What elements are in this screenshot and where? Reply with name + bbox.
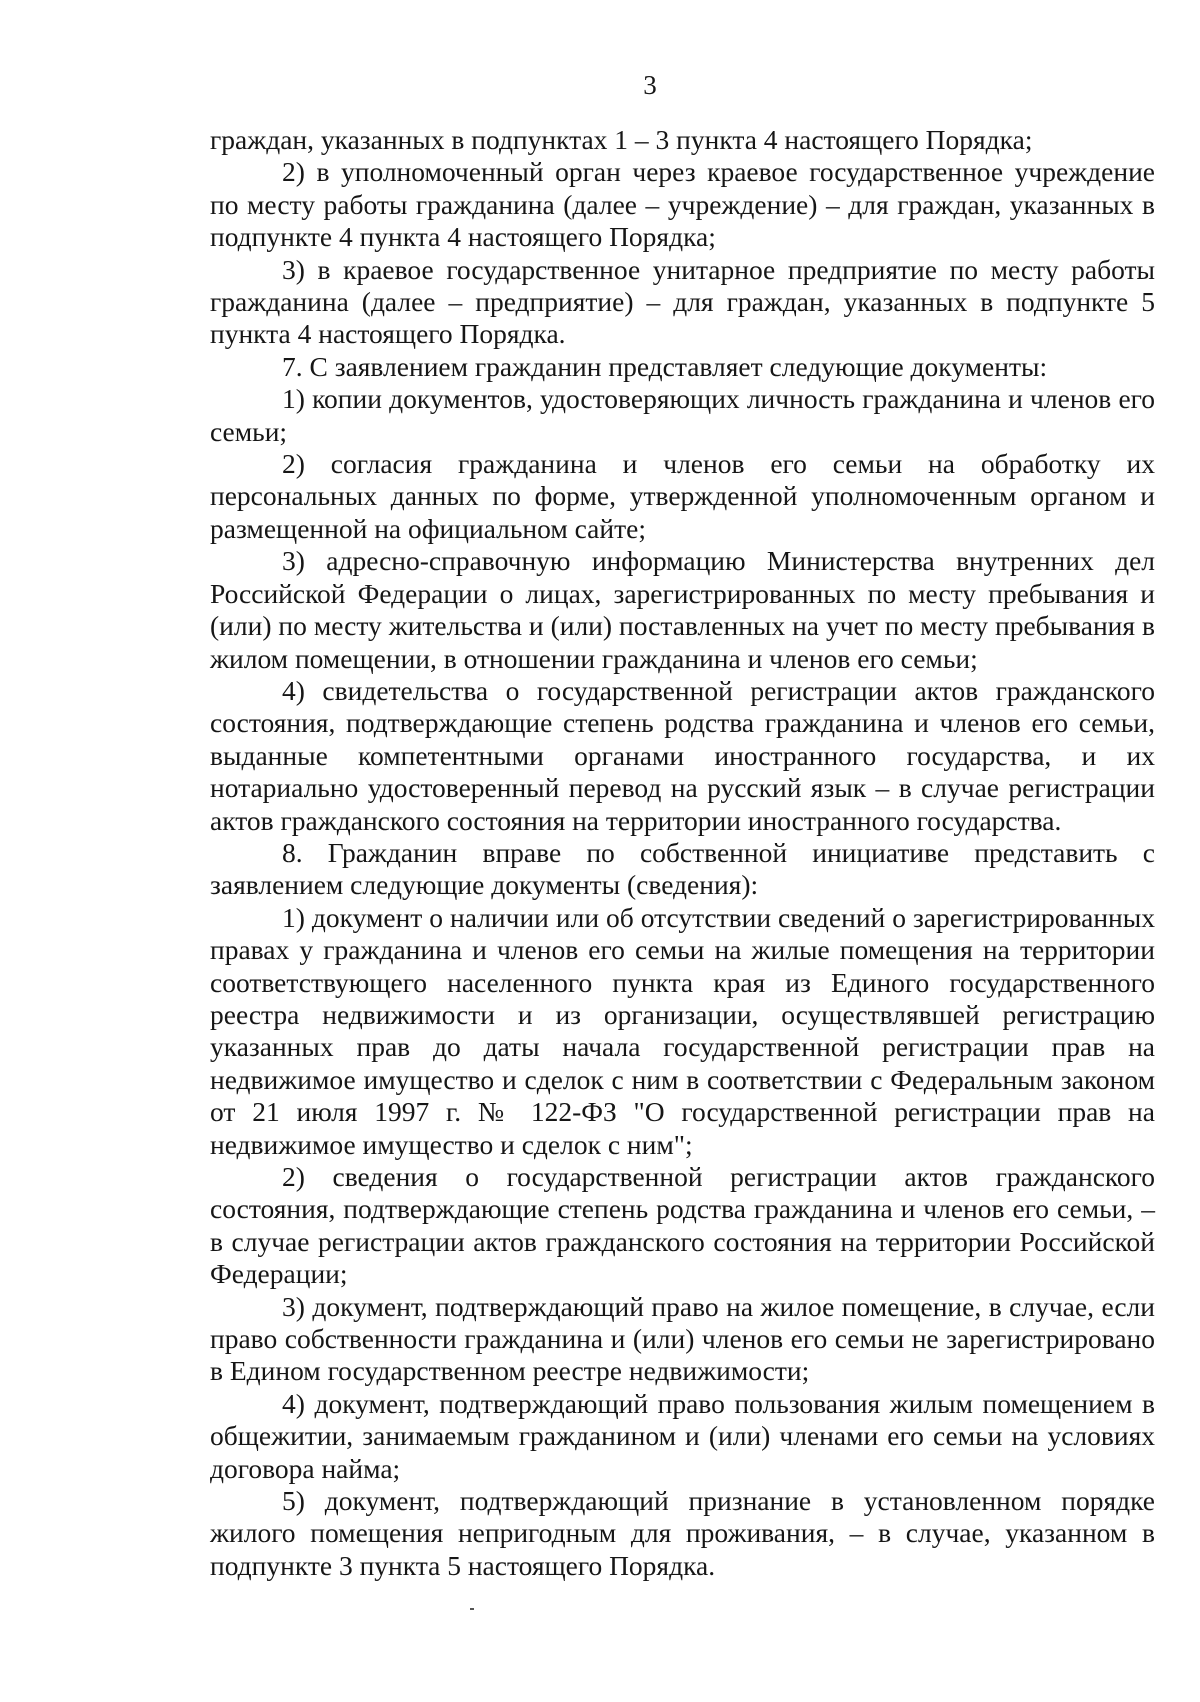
paragraph: 5) документ, подтверждающий признание в установленном порядке жилого помещения непригодным для проживания, – в случае, указанном в подпункте 3 пункта 5 настоящего Порядка.	[210, 1485, 1155, 1581]
document-body	[210, 124, 1155, 1582]
paragraph: 3) в краевое государственное унитарное предприятие по месту работы гражданина (далее – предприятие) – для граждан, указанных в подпункте 5 пункта 4 настоящего Порядка.	[210, 253, 1155, 350]
paragraph: граждан, указанных в подпунктах 1 – 3 пункта 4 настоящего Порядка;	[210, 124, 1033, 155]
paragraph: 3) адресно-справочную информацию Министерства внутренних дел Российской Федерации о лицах, зарегистрированных по месту пребывания и (или) по месту жительства и (или) поставленных на учет по месту пребывания в жилом помещении, в отношении гражданина и членов его семьи;	[210, 545, 1155, 674]
paragraph: 1) копии документов, удостоверяющих личность гражданина и членов его семьи;	[210, 383, 1155, 447]
paragraph: 2) согласия гражданина и членов его семьи на обработку их персональных данных по форме, утвержденной уполномоченным органом и размещенной на официальном сайте;	[210, 448, 1155, 544]
paragraph: 2) в уполномоченный орган через краевое государственное учреждение по месту работы гражданина (далее – учреждение) – для граждан, указанных в подпункте 4 пункта 4 настоящего Порядка;	[210, 156, 1155, 253]
paragraph: 1) документ о наличии или об отсутствии сведений о зарегистрированных правах у гражданина и членов его семьи на жилые помещения на территории соответствующего населенного пункта края из Единого государственного реестра недвижимости и из организации, осуществлявшей регистрацию указанных прав до даты начала государственной регистрации прав на недвижимое имущество и сделок с ним в соответствии с Федеральным законом от 21 июля 1997 г. № 122-ФЗ "О государственной регистрации прав на недвижимое имущество и сделок с ним";	[210, 901, 1155, 1160]
paragraph: 4) документ, подтверждающий право пользования жилым помещением в общежитии, занимаемым гражданином и (или) членами его семьи на условиях договора найма;	[210, 1387, 1155, 1484]
paragraph: 8. Гражданин вправе по собственной инициативе представить с заявлением следующие документы (сведения):	[210, 836, 1155, 901]
paragraph: 4) свидетельства о государственной регистрации актов гражданского состояния, подтверждающие степень родства гражданина и членов его семьи, выданные компетентными органами иностранного государства, и их нотариально удостоверенный перевод на русский язык – в случае регистрации актов гражданского состояния на территории иностранного государства.	[210, 674, 1155, 836]
paragraph: 7. С заявлением гражданин представляет следующие документы:	[282, 350, 1048, 382]
scan-speck	[470, 1608, 474, 1610]
page-number: 3	[643, 70, 657, 100]
paragraph: 2) сведения о государственной регистрации актов гражданского состояния, подтверждающие степень родства гражданина и членов его семьи, – в случае регистрации актов гражданского состояния на территории Российской Федерации;	[210, 1161, 1155, 1290]
paragraph: 3) документ, подтверждающий право на жилое помещение, в случае, если право собственности гражданина и (или) членов его семьи не зарегистрировано в Едином государственном реестре недвижимости;	[210, 1290, 1155, 1387]
